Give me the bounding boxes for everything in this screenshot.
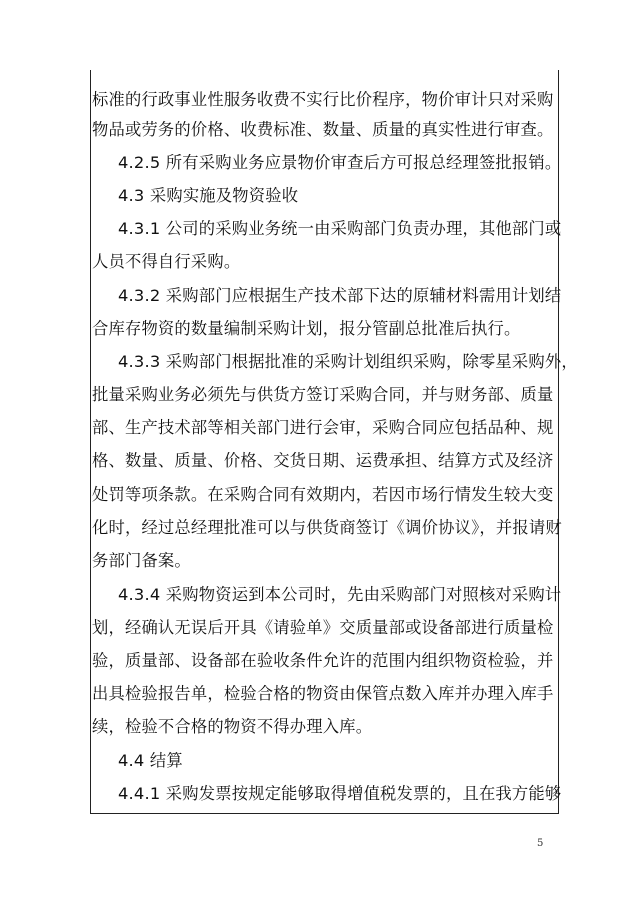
- text-line-15: 务部门备案。: [92, 551, 191, 570]
- text-line-10: 批量采购业务必须先与供货方签订采购合同，并与财务部、质量: [92, 385, 554, 404]
- text-line-7: 4.3.2 采购部门应根据生产技术部下达的原辅材料需用计划结: [118, 286, 562, 305]
- text-line-14: 化时，经过总经理批准可以与供货商签订《调价协议》，并报请财: [92, 518, 562, 537]
- text-line-17: 划，经确认无误后开具《请验单》交质量部或设备部进行质量检: [92, 618, 554, 637]
- text-line-6: 人员不得自行采购。: [92, 252, 241, 271]
- text-line-12: 格、数量、质量、价格、交货日期、运费承担、结算方式及经济: [92, 451, 554, 470]
- text-line-3: 4.2.5 所有采购业务应景物价审查后方可报总经理签批报销。: [118, 153, 562, 172]
- text-line-1: 标准的行政事业性服务收费不实行比价程序，物价审计只对采购: [92, 90, 554, 109]
- text-line-8: 合库存物资的数量编制采购计划，报分管副总批准后执行。: [92, 319, 521, 338]
- section-heading-4-3: 4.3 采购实施及物资验收: [118, 186, 299, 205]
- text-line-20: 续，检验不合格的物资不得办理入库。: [92, 717, 373, 736]
- text-line-2: 物品或劳务的价格、收费标准、数量、质量的真实性进行审查。: [92, 120, 554, 139]
- page-number: 5: [537, 838, 544, 849]
- text-line-18: 验，质量部、设备部在验收条件允许的范围内组织物资检验，并: [92, 651, 554, 670]
- text-line-19: 出具检验报告单，检验合格的物资由保管点数入库并办理入库手: [92, 684, 554, 703]
- text-line-11: 部、生产技术部等相关部门进行会审，采购合同应包括品种、规: [92, 418, 554, 437]
- text-line-16: 4.3.4 采购物资运到本公司时，先由采购部门对照核对采购计: [118, 585, 562, 604]
- text-line-22: 4.4.1 采购发票按规定能够取得增值税发票的，且在我方能够: [118, 784, 562, 803]
- text-line-9: 4.3.3 采购部门根据批准的采购计划组织采购，除零星采购外，: [118, 352, 578, 371]
- section-heading-4-4: 4.4 结算: [118, 751, 183, 770]
- text-line-13: 处罚等项条款。在采购合同有效期内，若因市场行情发生较大变: [92, 485, 554, 504]
- text-line-5: 4.3.1 公司的采购业务统一由采购部门负责办理，其他部门或: [118, 219, 562, 238]
